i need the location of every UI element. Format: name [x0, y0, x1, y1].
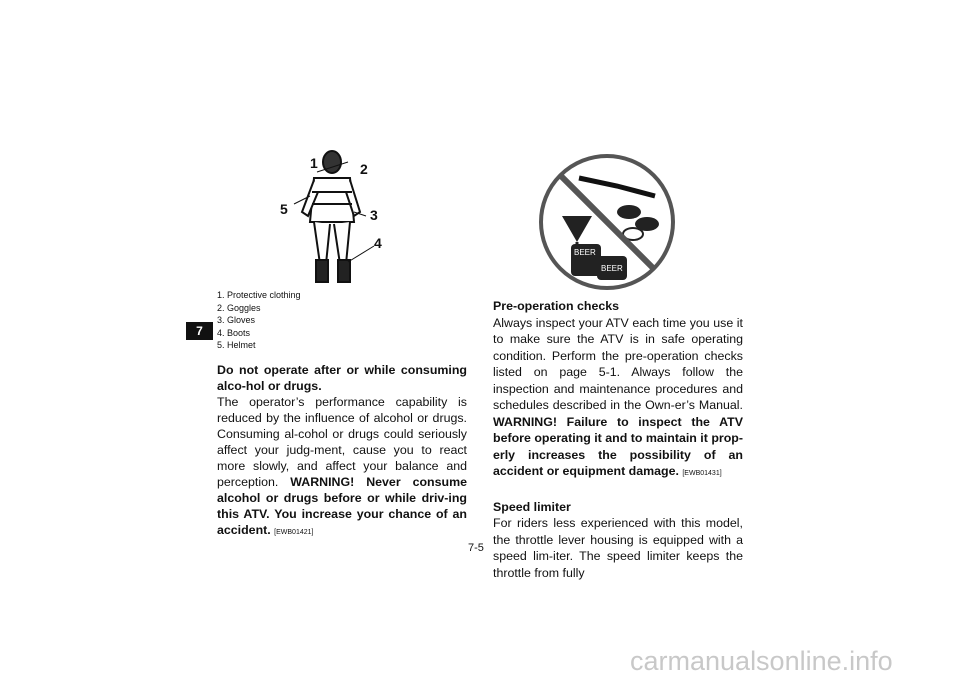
section-heading: Do not operate after or while consuming alco-hol or drugs.	[217, 363, 467, 393]
no-alcohol-drugs-sign	[537, 152, 677, 292]
callout-5: 5	[280, 201, 288, 217]
beer-label: BEER	[574, 248, 596, 257]
caption-item: 3. Gloves	[217, 315, 256, 326]
protective-gear-illustration	[270, 142, 400, 287]
left-column	[217, 362, 467, 541]
section-body	[493, 315, 743, 483]
section-body	[217, 394, 467, 541]
body-text: The operator’s performance capability is reduced by the influence of alcohol or drugs. Consuming al-cohol or drugs could seriously affect your judg-ment, cause you to react more slowly, and affect your balance and perception.	[217, 395, 467, 489]
section-body: For riders less experienced with this model, the throttle lever housing is equipped with a speed lim-iter. The speed limiter keeps the throttle from fully	[493, 516, 743, 580]
right-column	[493, 298, 743, 581]
page-number: 7-5	[468, 542, 484, 554]
callout-4: 4	[374, 235, 382, 251]
body-text: Always inspect your ATV each time you use it to make sure the ATV is in safe operating condition. Perform the pre-operation checks listed on page 5-1. Always follow the inspection and maintenance procedures and schedules described in the Own-er’s Manual.	[493, 315, 743, 412]
warning-text: WARNING! Never consume alcohol or drugs before or while driv-ing this ATV. You increase your chance of an accident.	[217, 475, 467, 537]
callout-2: 2	[360, 161, 368, 177]
warning-text: WARNING! Failure to inspect the ATV before operating it and to maintain it prop-erly increases the possibility of an accident or equipment damage.	[493, 414, 743, 478]
callout-3: 3	[370, 207, 378, 223]
figure-caption	[217, 289, 301, 352]
watermark: carmanualsonline.info	[630, 646, 893, 676]
warning-code: [EWB01431]	[682, 470, 722, 477]
caption-item: 1. Protective clothing	[217, 290, 301, 300]
caption-item: 2. Goggles	[217, 302, 261, 313]
section-heading: Speed limiter	[493, 499, 571, 514]
caption-item: 5. Helmet	[217, 340, 256, 351]
callout-1: 1	[310, 155, 318, 171]
chapter-tab: 7	[186, 322, 213, 340]
section-heading: Pre-operation checks	[493, 299, 620, 313]
caption-item: 4. Boots	[217, 327, 251, 338]
beer-label: BEER	[601, 264, 623, 273]
warning-code: [EWB01421]	[274, 529, 314, 536]
